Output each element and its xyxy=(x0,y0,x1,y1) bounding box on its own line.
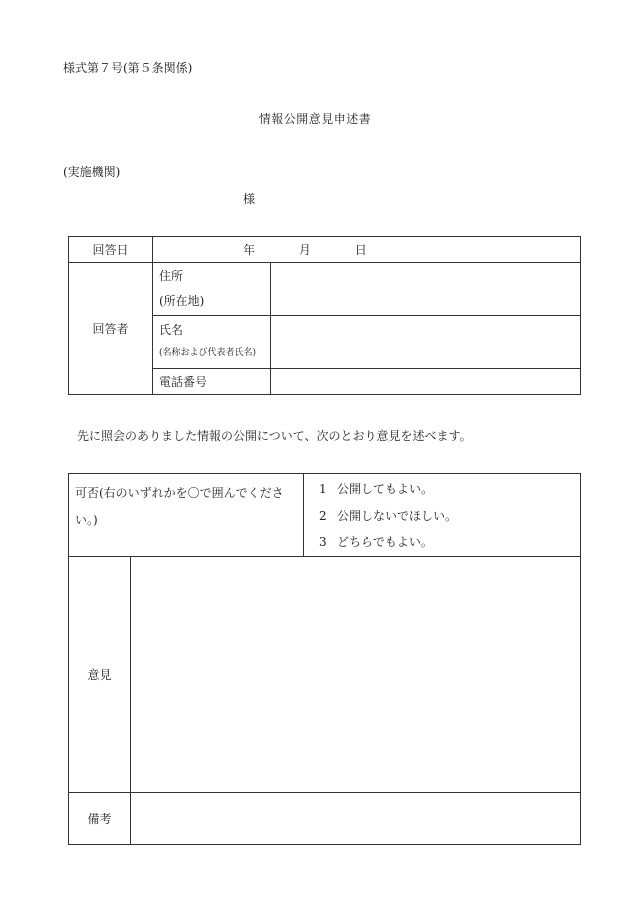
date-day-label: 日 xyxy=(354,243,367,257)
address-label-cell xyxy=(153,263,271,316)
remarks-label-cell xyxy=(69,792,131,844)
opinion-label-cell xyxy=(69,556,131,792)
phone-label-cell xyxy=(153,369,271,395)
approval-prompt-cell xyxy=(69,474,304,557)
option-number: 1 xyxy=(319,482,327,496)
name-sub-label: (名称および代表者氏名) xyxy=(159,348,257,358)
address-input-cell[interactable] xyxy=(271,263,581,316)
document-title: 情報公開意見申述書 xyxy=(258,112,372,126)
approval-options-cell xyxy=(304,474,581,557)
address-label: 住所 xyxy=(159,269,184,283)
opinion-table xyxy=(68,473,581,845)
address-sub-label: (所在地) xyxy=(159,294,205,308)
date-month-label: 月 xyxy=(298,243,311,257)
option-text: どちらでもよい。 xyxy=(337,535,433,549)
opinion-label: 意見 xyxy=(87,667,112,682)
date-label-cell xyxy=(69,237,153,263)
option-either[interactable] xyxy=(304,529,580,556)
date-year-label: 年 xyxy=(243,243,256,257)
approval-prompt: 可否(右のいずれかを〇で囲んでください。) xyxy=(75,486,284,527)
phone-label: 電話番号 xyxy=(159,375,208,389)
phone-input-cell[interactable] xyxy=(271,369,581,395)
statement-text: 先に照会のありました情報の公開について、次のとおり意見を述べます。 xyxy=(77,429,472,443)
option-number: 3 xyxy=(319,535,327,549)
remarks-input-area[interactable] xyxy=(131,792,581,844)
opinion-input-area[interactable] xyxy=(131,556,581,792)
respondent-label: 回答者 xyxy=(92,322,129,336)
name-label-cell xyxy=(153,316,271,369)
option-number: 2 xyxy=(319,508,327,523)
date-label: 回答日 xyxy=(92,243,129,257)
option-text: 公開しないでほしい。 xyxy=(337,508,458,523)
name-input-cell[interactable] xyxy=(271,316,581,369)
name-label: 氏名 xyxy=(159,323,184,337)
respondent-label-cell xyxy=(69,263,153,395)
option-allow-disclosure[interactable] xyxy=(304,476,580,503)
remarks-label: 備考 xyxy=(87,811,112,826)
honorific-sama: 様 xyxy=(243,192,256,206)
date-input-cell[interactable] xyxy=(153,237,581,263)
form-number: 様式第７号(第５条関係) xyxy=(63,61,193,75)
option-text: 公開してもよい。 xyxy=(337,482,434,496)
option-deny-disclosure[interactable] xyxy=(304,503,580,530)
implementing-agency-label: (実施機関) xyxy=(63,165,121,179)
respondent-table xyxy=(68,236,581,395)
